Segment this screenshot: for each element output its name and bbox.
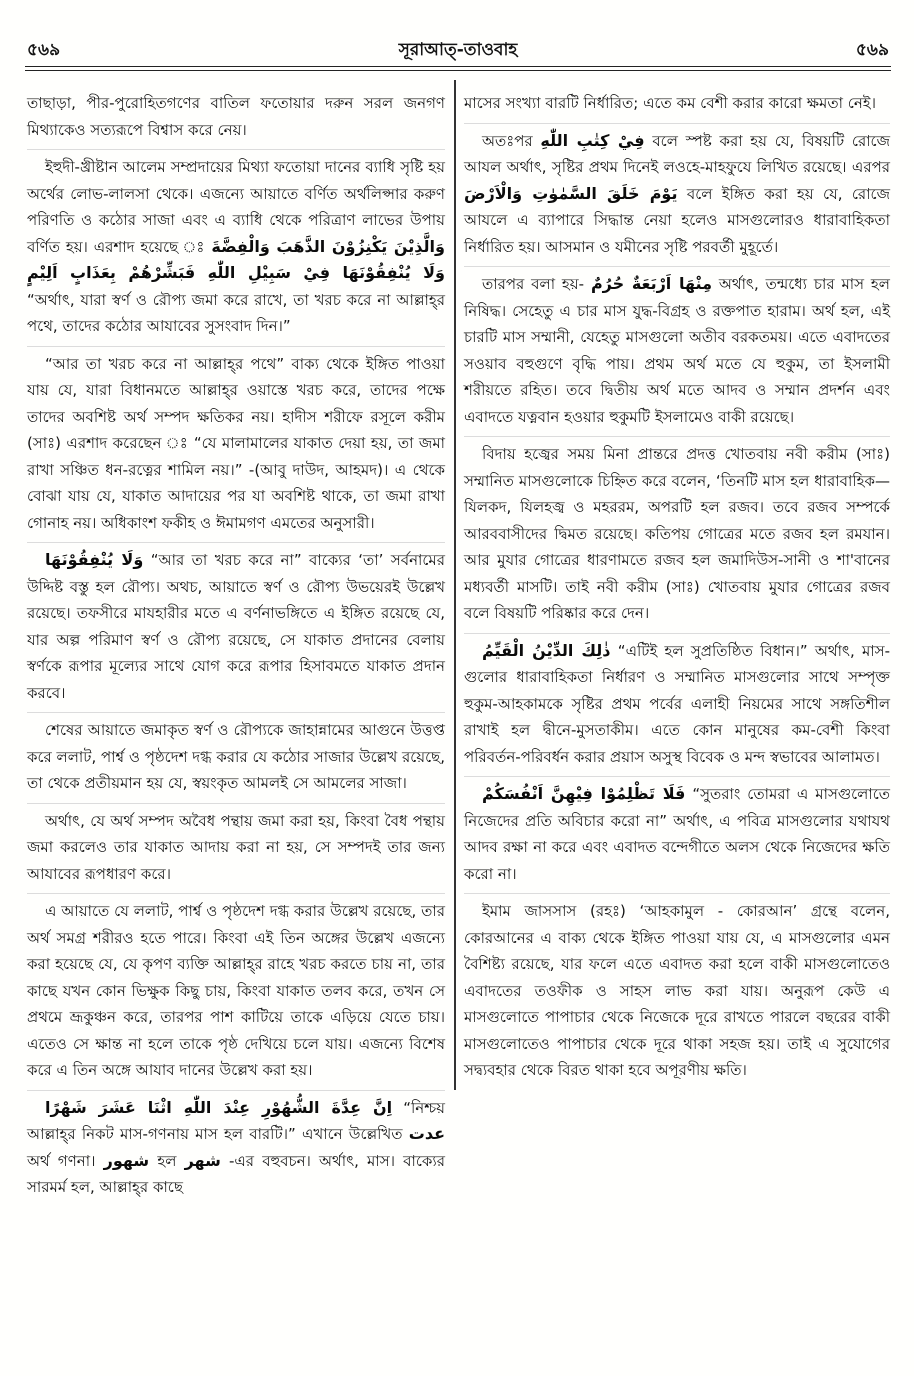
- paragraph-text: তারপর বলা হয়-: [482, 275, 585, 293]
- page-number-right: ৫৬৯: [855, 40, 889, 60]
- right-paragraph-4: বিদায় হজ্বের সময় মিনা প্রান্তরে প্রদত্ত খোতবায় নবী করীম (সাঃ) সম্মানিত মাসগুলোকে চিহ্নিত করে বলেন, ‘তিনটি মাস হল ধারাবাহিক— যিলকদ, যিলহজ্ব ও মহররম, অপরটি হল রজব। তবে রজব সম্পর্কে আরববাসীদের দ্বিমত রয়েছে। কতিপয় গোত্রের মতে রজব হল রমযান। আর মুযার গোত্রের ধারণামতে রজব হল জমাদিউস-সানী ও শা'বানের মধ্যবর্তী মাসটি। তাই নবী করীম (সাঃ) খোতবায় মুযার গোত্রের রজব বলে বিষয়টি পরিষ্কার করে দেন।: [464, 436, 890, 633]
- right-paragraph-7: ইমাম জাসসাস (রহঃ) ‘আহকামুল - কোরআন’ গ্রন্থে বলেন, কোরআনের এ বাক্য থেকে ইঙ্গিত পাওয়া যায় যে, এ মাসগুলোর এমন বৈশিষ্ট্য রয়েছে, যার ফলে এতে এবাদত করা হলে বাকী মাসগুলোতেও এবাদতের তওফীক ও সাহস লাভ করা যায়। অনুরূপ কেউ এ মাসগুলোতে পাপাচার থেকে নিজেকে দূরে রাখতে পারলে বছরের বাকী মাসগুলোতেও পাপাচার থেকে দূরে থাকা সহজ হয়। তাই এ সুযোগের সদ্ব্যবহার থেকে বিরত থাকা হবে অপূরণীয় ক্ষতি।: [464, 893, 890, 1090]
- arabic-verse: وَلَا يُنْفِقُوْنَهَا فِيْ سَبِيْلِ اللّٰهِ فَبَشِّرْهُمْ بِعَذَابٍ اَلِيْمٍ: [27, 263, 445, 282]
- paragraph-text: “সুতরাং তোমরা এ মাসগুলোতে নিজেদের প্রতি অবিচার করো না” অর্থাৎ, এ পবিত্র মাসগুলোর যথাযথ আদব রক্ষা না করে এবং এবাদত বন্দেগীতে অলস থেকে নিজেদের ক্ষতি করো না।: [464, 785, 890, 883]
- arabic-verse: يَوْمَ خَلَقَ السَّمٰوٰتِ وَالْاَرْضَ: [464, 183, 678, 203]
- left-paragraph-4: [27, 542, 445, 712]
- arabic-verse: مِنْهَا اَرْبَعَةٌ حُرُمٌ: [590, 274, 712, 293]
- right-paragraph-3: [464, 266, 890, 436]
- column-divider: [454, 80, 456, 1090]
- paragraph-text: অতঃপর: [482, 131, 533, 150]
- paragraph-text: “অর্থাৎ, যারা স্বর্ণ ও রৌপ্য জমা করে রাখে, তা খরচ করে না আল্লাহ্‌র পথে, তাদের কঠোর আযাবের সুসংবাদ দিন।”: [27, 290, 445, 335]
- arabic-word: شهر: [184, 1150, 221, 1170]
- paragraph-text: অর্থাৎ, তন্মধ্যে চার মাস হল নিষিদ্ধ। সেহেতু এ চার মাস যুদ্ধ-বিগ্রহ ও রক্তপাত হারাম। অর্থ হল, এই চারটি মাস সম্মানী, যেহেতু মাসগুলো অতীব বরকতময়। এতে এবাদতের সওয়াব বহুগুণে বৃদ্ধি পায়। প্রথম অর্থ মতে যে হুকুম, তা ইসলামী শরীয়তে রহিত। তবে দ্বিতীয় অর্থ মতে আদব ও সম্মান প্রদর্শন এবং এবাদতে যত্নবান হওয়ার হুকুমটি ইসলামেও বাকী রয়েছে।: [464, 275, 890, 426]
- left-paragraph-2: [27, 149, 445, 346]
- paragraph-text: -এর বহুবচন। অর্থাৎ, মাস। বাক্যের সারমর্ম হল, আল্লাহ্‌র কাছে: [27, 1151, 445, 1196]
- paragraph-text: “নিশ্চয় আল্লাহ্‌র নিকট মাস-গণনায় মাস হল বারটি।” এখানে উল্লেখিত: [27, 1098, 445, 1143]
- left-paragraph-3: “আর তা খরচ করে না আল্লাহ্‌র পথে” বাক্য থেকে ইঙ্গিত পাওয়া যায় যে, যারা বিধানমতে আল্লাহ্‌র ওয়াস্তে খরচ করে, তাদের পক্ষে তাদের অবশিষ্ট অর্থ সম্পদ ক্ষতিকর নয়। হাদীস শরীফে রসূলে করীম (সাঃ) এরশাদ করেছেন ঃ “যে মালামালের যাকাত দেয়া হয়, তা জমা রাখা সঞ্চিত ধন-রত্নের শামিল নয়।” -(আবু দাউদ, আহমদ)। এ থেকে বোঝা যায় যে, যাকাত আদায়ের পর যা অবশিষ্ট থাকে, তা জমা রাখা গোনাহ নয়। অধিকাংশ ফকীহ ও ঈমামগণ এমতের অনুসারী।: [27, 346, 445, 543]
- paragraph-text: বলে স্পষ্ট করা হয় যে, বিষয়টি রোজে আযল অর্থাৎ, সৃষ্টির প্রথম দিনেই লওহে-মাহফুযে লিখিত রয়েছে। এরপর: [464, 131, 890, 176]
- header-double-rule: [25, 66, 891, 71]
- arabic-verse: فَلَا تَظْلِمُوْا فِيْهِنَّ اَنْفُسَكُمْ: [482, 784, 686, 803]
- arabic-verse: ذٰلِكَ الدِّيْنُ الْقَيِّمُ: [482, 640, 611, 660]
- right-paragraph-5: [464, 633, 890, 777]
- arabic-verse: وَلَا يُنْفِقُوْنَهَا: [45, 550, 144, 569]
- page-header: [25, 36, 891, 64]
- arabic-verse: فِيْ كِتٰبِ اللّٰهِ: [540, 130, 645, 150]
- right-paragraph-1: মাসের সংখ্যা বারটি নির্ধারিত; এতে কম বেশী করার কারো ক্ষমতা নেই।: [464, 94, 876, 112]
- arabic-verse: وَالَّذِيْنَ يَكْنِزُوْنَ الذَّهَبَ وَالْفِضَّةَ: [211, 236, 445, 256]
- paragraph-text: “আর তা খরচ করে না” বাক্যের ‘তা’ সর্বনামের উদ্দিষ্ট বস্তু হল রৌপ্য। অথচ, আয়াতে স্বর্ণ ও রৌপ্য উভয়েরই উল্লেখ রয়েছে। তফসীরে মাযহারীর মতে এ বর্ণনাভঙ্গিতে এ ইঙ্গিত রয়েছে যে, যার অল্প পরিমাণ স্বর্ণ ও রৌপ্য রয়েছে, সে যাকাত প্রদানের বেলায় স্বর্ণকে রূপার মূল্যের সাথে যোগ করে রূপার হিসাবমতে যাকাত প্রদান করবে।: [27, 551, 446, 702]
- arabic-verse: اِنَّ عِدَّةَ الشُّهُوْرِ عِنْدَ اللّٰهِ اثْنَا عَشَرَ شَهْرًا: [45, 1097, 393, 1117]
- left-column: [27, 86, 445, 1207]
- left-paragraph-8: [27, 1090, 445, 1207]
- paragraph-text: হল: [157, 1151, 177, 1170]
- arabic-word: عدت: [408, 1124, 445, 1143]
- right-paragraph-2: [464, 123, 890, 267]
- paragraph-text: বলে ইঙ্গিত করা হয় যে, রোজে আযলে এ ব্যাপারে সিদ্ধান্ত নেয়া হলেও মাসগুলোরও ধারাবাহিকতা নির্ধারিত হয়। আসমান ও যমীনের সৃষ্টি পরবর্তী মুহূর্তে।: [464, 184, 890, 256]
- right-paragraph-6: [464, 776, 890, 893]
- paragraph-text: অর্থ গণনা।: [27, 1151, 96, 1170]
- page-number-left: ৫৬৯: [27, 40, 61, 60]
- left-paragraph-1: তাছাড়া, পীর-পুরোহিতগণের বাতিল ফতোয়ার দরুন সরল জনগণ মিথ্যাকেও সত্যরূপে বিশ্বাস করে নেয়।: [27, 94, 445, 139]
- paragraph-text: ইহুদী-খ্রীষ্টান আলেম সম্প্রদায়ের মিথ্যা ফতোয়া দানের ব্যাধি সৃষ্টি হয় অর্থের লোভ-লালসা থেকে। এজন্যে আয়াতে বর্ণিত অর্থলিপ্সার করুণ পরিণতি ও কঠোর সাজা এবং এ ব্যাধি থেকে পরিত্রাণ লাভের উপায় বর্ণিত হয়। এরশাদ হয়েছে ঃ: [27, 158, 445, 256]
- left-paragraph-5: শেষের আয়াতে জমাকৃত স্বর্ণ ও রৌপ্যকে জাহান্নামের আগুনে উত্তপ্ত করে ললাট, পার্শ্ব ও পৃষ্ঠদেশ দগ্ধ করার যে কঠোর সাজার উল্লেখ রয়েছে, তা থেকে প্রতীয়মান হয় যে, স্বয়ংকৃত আমলই সে আমলের সাজা।: [27, 712, 445, 803]
- left-paragraph-7: এ আয়াতে যে ললাট, পার্শ্ব ও পৃষ্ঠদেশ দগ্ধ করার উল্লেখ রয়েছে, তার অর্থ সমগ্র শরীরও হতে পারে। কিংবা এই তিন অঙ্গের উল্লেখ এজন্যে করা হয়েছে যে, যে কৃপণ ব্যক্তি আল্লাহ্‌র রাহে খরচ করতে চায় না, তার কাছে যখন কোন ভিক্ষুক কিছু চায়, কিংবা যাকাত তলব করে, তখন সে প্রথমে ভ্রূকুঞ্চন করে, তারপর পাশ কাটিয়ে তাকে এড়িয়ে যেতে চায়। এতেও সে ক্ষান্ত না হলে তাকে পৃষ্ঠ দেখিয়ে চলে যায়। এজন্যে বিশেষ করে এ তিন অঙ্গে আযাব দানের উল্লেখ করা হয়।: [27, 893, 445, 1090]
- right-column: [464, 86, 890, 1090]
- arabic-word: شهور: [103, 1150, 150, 1170]
- paragraph-text: “এটিই হল সুপ্রতিষ্ঠিত বিধান।” অর্থাৎ, মাস-গুলোর ধারাবাহিকতা নির্ধারণ ও সম্মানিত মাসগুলোর সাথে সম্পৃক্ত হুকুম-আহকামকে সৃষ্টির প্রথম পর্বের এলাহী নিয়মের সাথে সঙ্গতিশীল রাখাই হল দ্বীনে-মুসতাকীম। এতে কোন মানুষের কম-বেশী কিংবা পরিবর্তন-পরিবর্ধন করার প্রয়াস অসুস্থ বিবেক ও মন্দ স্বভাবের আলামত।: [464, 641, 890, 766]
- running-title: সূরাআত্-তাওবাহ: [398, 40, 518, 60]
- left-paragraph-6: অর্থাৎ, যে অর্থ সম্পদ অবৈধ পন্থায় জমা করা হয়, কিংবা বৈধ পন্থায় জমা করলেও তার যাকাত আদায় করা না হয়, সে সম্পদই তার জন্য আযাবের রূপধারণ করে।: [27, 803, 445, 894]
